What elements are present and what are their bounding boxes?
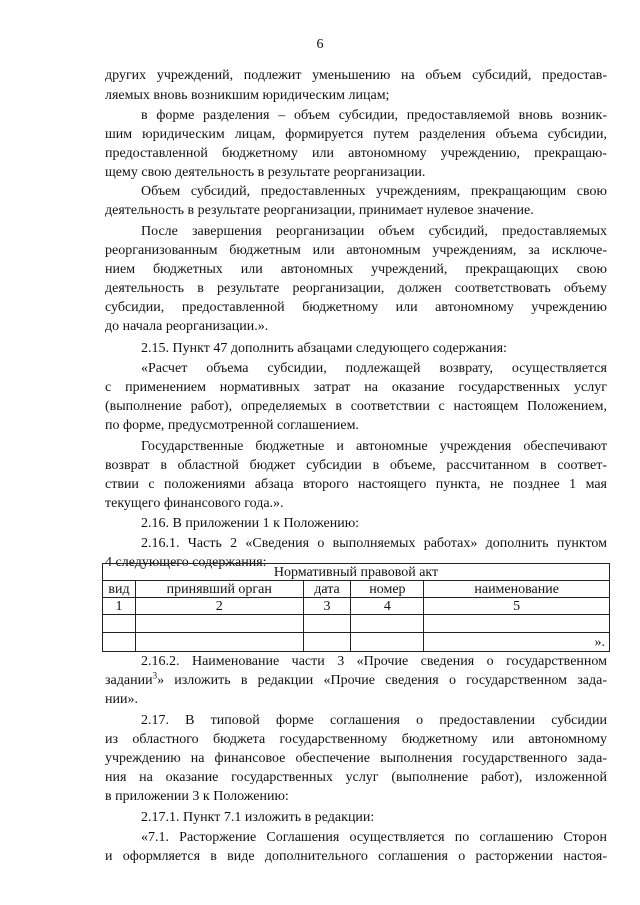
text-line: в приложении 3 к Положению: xyxy=(105,789,289,804)
text-line: с применением нормативных затрат на оказание государственных услуг xyxy=(105,380,607,395)
table-header: наименование xyxy=(424,581,610,598)
text-line: и оформляется в виде дополнительного соглашения о расторжении настоя- xyxy=(105,849,607,864)
text-line: Государственные бюджетные и автономные учреждения обеспечивают xyxy=(141,439,607,454)
table-header: номер xyxy=(351,581,424,598)
table-column-number: 2 xyxy=(135,598,303,615)
text-line: 2.17. В типовой форме соглашения о предоставлении субсидии xyxy=(141,713,607,728)
text-line: предоставленной бюджетному или автономному учреждению, прекращаю- xyxy=(105,146,607,161)
text-line: деятельность в результате реорганизации, принимает нулевое значение. xyxy=(105,203,534,218)
table-cell xyxy=(351,615,424,633)
text-fragment: » изложить в редакции «Прочие сведения о государственном зада- xyxy=(157,673,607,688)
footnote-marker: 3 xyxy=(152,670,158,681)
table-cell xyxy=(303,633,351,652)
table-header: вид xyxy=(103,581,136,598)
text-line: до начала реорганизации.». xyxy=(105,319,269,334)
table-column-number: 4 xyxy=(351,598,424,615)
table-cell xyxy=(135,615,303,633)
text-line: щему свою деятельность в результате реорганизации. xyxy=(105,165,426,180)
table-cell xyxy=(135,633,303,652)
text-line: шим юридическим лицам, формируется путем разделения объема субсидии, xyxy=(105,127,607,142)
page-number: 6 xyxy=(316,37,324,52)
text-line: текущего финансового года.». xyxy=(105,496,284,511)
text-line: по форме, предусмотренной соглашением. xyxy=(105,418,359,433)
table-column-number: 5 xyxy=(424,598,610,615)
text-line: из областного бюджета государственному бюджетному или автономному xyxy=(105,732,607,747)
text-line: 2.16.2. Наименование части 3 «Прочие сведения о государственном xyxy=(141,654,607,669)
text-line: 4 следующего содержания: xyxy=(105,555,267,570)
text-line: ляемых вновь возникшим юридическим лицам; xyxy=(105,88,390,103)
table-caption: Нормативный правовой акт xyxy=(103,564,610,581)
text-line: ния на оказание государственных услуг (выполнение работ), изложенной xyxy=(105,770,607,785)
text-line: (выполнение работ), определяемых в соответствии с настоящем Положением, xyxy=(105,399,607,414)
table-cell xyxy=(303,615,351,633)
text-line: «7.1. Расторжение Соглашения осуществляется по соглашению Сторон xyxy=(141,830,607,845)
text-line: субсидии, предоставленной бюджетному или автономному учреждению xyxy=(105,300,607,315)
text-line: 2.16. В приложении 1 к Положению: xyxy=(141,516,360,531)
table-column-number: 3 xyxy=(303,598,351,615)
text-line: нием бюджетных или автономных учреждений, прекращающих свою xyxy=(105,262,607,277)
text-line: После завершения реорганизации объем субсидий, предоставляемых xyxy=(141,224,607,239)
text-line: реорганизованным бюджетным или автономным учреждениям, за исключе- xyxy=(105,243,607,258)
table-cell xyxy=(103,633,136,652)
text-line: в форме разделения – объем субсидии, предоставляемой вновь возник- xyxy=(141,108,607,123)
text-line: ствии с положениями абзаца второго настоящего пункта, не позднее 1 мая xyxy=(105,477,607,492)
text-line: Объем субсидий, предоставленных учреждениям, прекращающим свою xyxy=(141,184,607,199)
text-line: учреждению на финансовое обеспечение выполнения государственного зада- xyxy=(105,751,607,766)
text-line: «Расчет объема субсидии, подлежащей возврату, осуществляется xyxy=(141,361,607,376)
text-line: других учреждений, подлежит уменьшению на объем субсидий, предостав- xyxy=(105,68,607,83)
text-line: возврат в областной бюджет субсидии в объеме, рассчитанном в соответ- xyxy=(105,458,607,473)
text-line: 2.15. Пункт 47 дополнить абзацами следующего содержания: xyxy=(141,341,507,356)
text-fragment: задании xyxy=(105,673,153,688)
text-line xyxy=(105,670,607,689)
text-line: 2.16.1. Часть 2 «Сведения о выполняемых работах» дополнить пунктом xyxy=(141,536,607,551)
table-cell xyxy=(351,633,424,652)
table-cell xyxy=(103,615,136,633)
text-line: 2.17.1. Пункт 7.1 изложить в редакции: xyxy=(141,810,375,825)
table-header: принявший орган xyxy=(135,581,303,598)
table-closing-quote: ». xyxy=(424,633,610,652)
text-line: деятельность в результате реорганизации, должен соответствовать объему xyxy=(105,281,607,296)
table-column-number: 1 xyxy=(103,598,136,615)
table-header: дата xyxy=(303,581,351,598)
text-line: нии». xyxy=(105,692,138,707)
legal-act-table xyxy=(102,563,610,652)
table-cell xyxy=(424,615,610,633)
